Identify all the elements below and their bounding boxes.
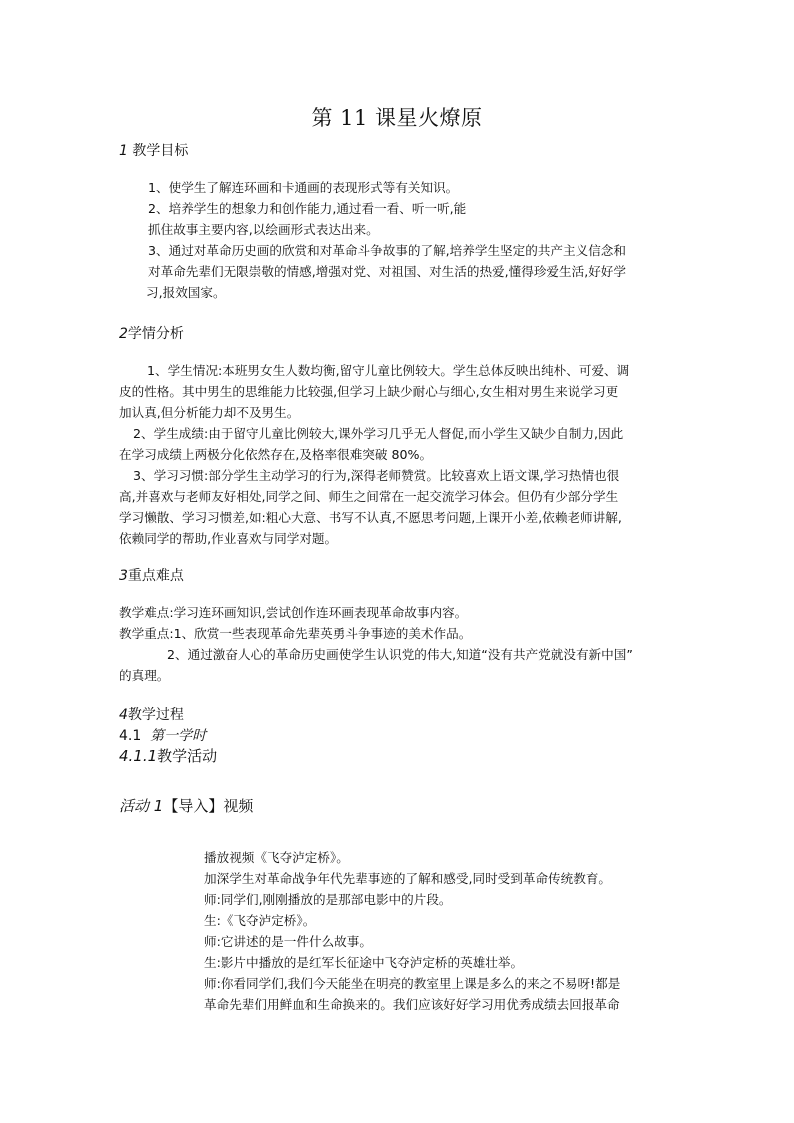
goal-line: 1、使学生了解连环画和卡通画的表现形式等有关知识。 (148, 180, 459, 195)
analysis-line: 学习懒散、学习习惯差,如:粗心大意、书写不认真,不愿思考问题,上课开小差,依赖老师讲解, (119, 510, 622, 525)
goal-line: 习,报效国家。 (146, 285, 226, 300)
dialogue-line: 革命先辈们用鲜血和生命换来的。我们应该好好学习用优秀成绩去回报革命 (204, 997, 620, 1012)
dialogue-line: 师:同学们,刚刚播放的是那部电影中的片段。 (204, 892, 452, 907)
section-heading-analysis: 2学情分析 (119, 326, 184, 342)
dialogue-line: 师:你看同学们,我们今天能坐在明亮的教室里上课是多么的来之不易呀!都是 (204, 976, 621, 991)
analysis-line: 1、学生情况:本班男女生人数均衡,留守儿童比例较大。学生总体反映出纯朴、可爱、调 (147, 363, 630, 378)
analysis-line: 3、学习习惯:部分学生主动学习的行为,深得老师赞赏。比较喜欢上语文课,学习热情也很 (133, 468, 620, 483)
analysis-line: 高,并喜欢与老师友好相处,同学之间、师生之间常在一起交流学习体会。但仍有少部分学生 (119, 489, 619, 504)
subsection-activities: 4.1.1教学活动 (119, 747, 218, 765)
analysis-line: 2、学生成绩:由于留守儿童比例较大,课外学习几乎无人督促,而小学生又缺少自制力,因此 (133, 426, 624, 441)
dialogue-block (204, 847, 620, 1015)
dialogue-line: 加深学生对革命战争年代先辈事迹的了解和感受,同时受到革命传统教育。 (204, 871, 612, 886)
analysis-line: 加认真,但分析能力却不及男生。 (119, 405, 300, 420)
goal-line: 3、通过对革命历史画的欣赏和对革命斗争故事的了解,培养学生坚定的共产主义信念和 (148, 243, 626, 258)
keypoints-block (119, 602, 633, 686)
analysis-line: 在学习成绩上两极分化依然存在,及格率很难突破 80%。 (119, 447, 433, 462)
analysis-line: 皮的性格。其中男生的思维能力比较强,但学习上缺少耐心与细心,女生相对男生来说学习更 (119, 384, 619, 399)
section-heading-goals: 1 教学目标 (119, 143, 189, 159)
dialogue-line: 生:《飞夺泸定桥》。 (204, 913, 316, 928)
goal-line: 2、培养学生的想象力和创作能力,通过看一看、听一听,能 (148, 201, 467, 216)
keypoint-focus-2-cont: 的真理。 (119, 668, 170, 683)
keypoint-focus: 教学重点:1、欣赏一些表现革命先辈英勇斗争事迹的美术作品。 (119, 626, 472, 641)
keypoint-focus-2: 2、通过激奋人心的革命历史画使学生认识党的伟大,知道“没有共产党就没有新中国” (167, 647, 633, 662)
section-heading-keypoints: 3重点难点 (119, 568, 184, 584)
page-title: 第 11 课星火燎原 (311, 106, 483, 130)
section-heading-process: 4教学过程 (119, 707, 184, 723)
dialogue-line: 播放视频《飞夺泸定桥》。 (204, 850, 349, 865)
activity-heading: 活动 1【导入】视频 (119, 797, 254, 815)
goal-line: 对革命先辈们无限崇敬的情感,增强对党、对祖国、对生活的热爱,懂得珍爱生活,好好学 (148, 264, 626, 279)
subsection-lesson-1: 4.1 第一学时 (119, 728, 207, 744)
goals-list (148, 177, 626, 303)
analysis-block (119, 360, 629, 549)
dialogue-line: 师:它讲述的是一件什么故事。 (204, 934, 372, 949)
dialogue-line: 生:影片中播放的是红军长征途中飞夺泸定桥的英雄壮举。 (204, 955, 524, 970)
keypoint-difficulty: 教学难点:学习连环画知识,尝试创作连环画表现革命故事内容。 (119, 605, 468, 620)
analysis-line: 依赖同学的帮助,作业喜欢与同学对题。 (119, 531, 338, 546)
goal-line: 抓住故事主要内容,以绘画形式表达出来。 (148, 222, 379, 237)
